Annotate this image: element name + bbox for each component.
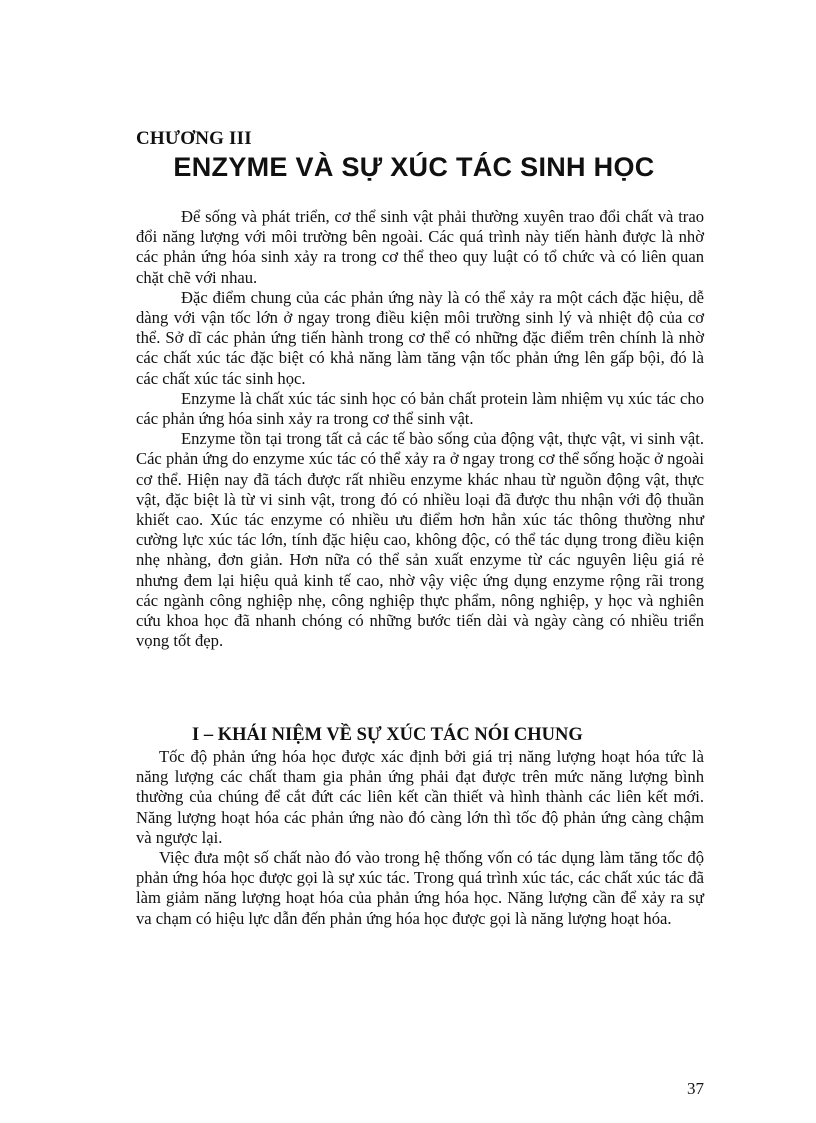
paragraph: Tốc độ phản ứng hóa học được xác định bởi giá trị năng lượng hoạt hóa tức là năng lượng các chất tham gia phản ứng phải đạt được trên mức năng lượng bình thường của chúng để cắt đứt các liên kết cần thiết và hình thành các liên kết mới. Năng lượng hoạt hóa các phản ứng nào đó càng lớn thì tốc độ phản ứng càng chậm và ngược lại. bbox=[136, 747, 704, 847]
chapter-label: CHƯƠNG III bbox=[136, 128, 252, 149]
paragraph: Để sống và phát triển, cơ thể sinh vật phải thường xuyên trao đổi chất và trao đổi năng lượng với môi trường bên ngoài. Các quá trình này tiến hành được là nhờ các phản ứng hóa sinh xảy ra trong cơ thể theo quy luật có tổ chức và có liên quan chặt chẽ với nhau. bbox=[136, 207, 704, 287]
paragraph: Việc đưa một số chất nào đó vào trong hệ thống vốn có tác dụng làm tăng tốc độ phản ứng hóa học được gọi là sự xúc tác. Trong quá trình xúc tác, các chất xúc tác đã làm giảm năng lượng hoạt hóa của phản ứng hóa học. Năng lượng cần để xảy ra sự va chạm có hiệu lực dẫn đến phản ứng hóa học được gọi là năng lượng hoạt hóa. bbox=[136, 848, 704, 928]
intro-text bbox=[136, 207, 704, 651]
chapter-title: ENZYME VÀ SỰ XÚC TÁC SINH HỌC bbox=[173, 152, 655, 182]
paragraph: Enzyme tồn tại trong tất cả các tế bào sống của động vật, thực vật, vi sinh vật. Các phản ứng do enzyme xúc tác có thể xảy ra ở ngay trong cơ thể sống hoặc ở ngoài cơ thể. Hiện nay đã tách được rất nhiều enzyme khác nhau từ nguồn động vật, thực vật, đặc biệt là từ vi sinh vật, trong đó có nhiều loại đã được thu nhận với độ thuần khiết cao. Xúc tác enzyme có nhiều ưu điểm hơn hẳn xúc tác thông thường như cường lực xúc tác lớn, tính đặc hiệu cao, không độc, có thể tác dụng trong điều kiện nhẹ nhàng, đơn giản. Hơn nữa có thể sản xuất enzyme từ các nguyên liệu giá rẻ nhưng đem lại hiệu quả kinh tế cao, nhờ vậy việc ứng dụng enzyme rộng rãi trong các ngành công nghiệp nhẹ, công nghiệp thực phẩm, nông nghiệp, y học và nghiên cứu khoa học đã nhanh chóng có những bước tiến dài và ngày càng có nhiều triển vọng tốt đẹp. bbox=[136, 429, 704, 651]
paragraph: Đặc điểm chung của các phản ứng này là có thể xảy ra một cách đặc hiệu, dễ dàng với vận tốc lớn ở ngay trong điều kiện môi trường sinh lý và nhiệt độ của cơ thể. Sở dĩ các phản ứng tiến hành trong cơ thể có những đặc điểm trên chính là nhờ các chất xúc tác đặc biệt có khả năng làm tăng vận tốc phản ứng lên gấp bội, đó là các chất xúc tác sinh học. bbox=[136, 287, 704, 388]
section-1 bbox=[136, 724, 704, 929]
paragraph: Enzyme là chất xúc tác sinh học có bản chất protein làm nhiệm vụ xúc tác cho các phản ứng hóa sinh xảy ra trong cơ thể sinh vật. bbox=[136, 388, 704, 429]
section-heading: I – KHÁI NIỆM VỀ SỰ XÚC TÁC NÓI CHUNG bbox=[192, 725, 583, 745]
page-number: 37 bbox=[687, 1079, 704, 1098]
